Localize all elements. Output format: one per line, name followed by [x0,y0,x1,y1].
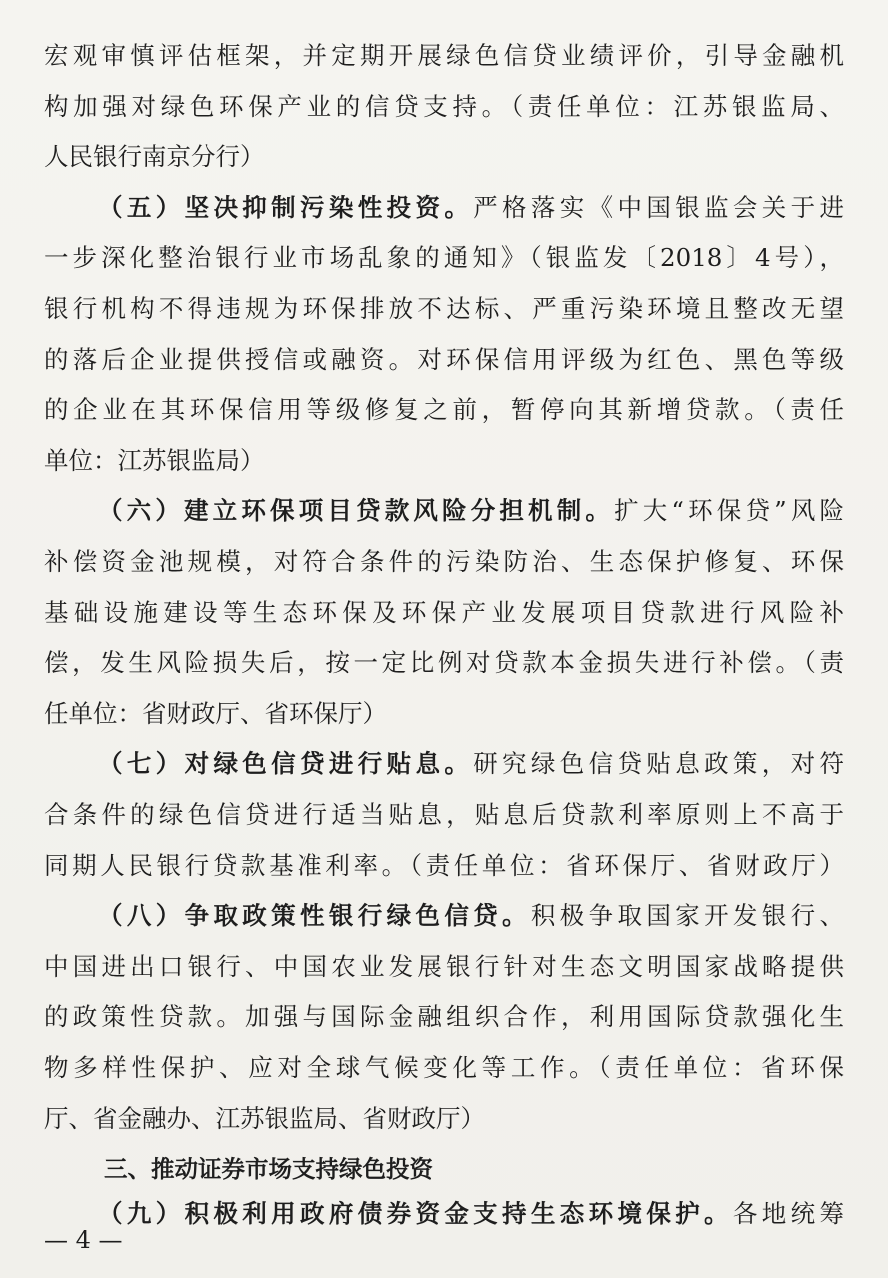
text-line: 宏观审慎评估框架，并定期开展绿色信贷业绩评价，引导金融机 [44,41,844,70]
paragraph-heading: （五）坚决抑制污染性投资。 [98,193,474,222]
text-line: 厅、省金融办、江苏银监局、省财政厅） [44,1104,485,1133]
paragraph-text: 严格落实《中国银监会关于进 [473,193,845,222]
text-line: 同期人民银行贷款基准利率。（责任单位：省环保厅、省财政厅） [44,851,844,880]
paragraph-text: 各地统筹 [732,1199,845,1228]
text-line: 人民银行南京分行） [44,142,265,171]
paragraph-first-line [98,185,844,231]
text-line: 补偿资金池规模，对符合条件的污染防治、生态保护修复、环保 [44,547,844,576]
text-line: 的企业在其环保信用等级修复之前，暂停向其新增贷款。（责任 [44,395,844,424]
paragraph-heading: （七）对绿色信贷进行贴息。 [98,749,474,778]
paragraph-text: 研究绿色信贷贴息政策，对符 [473,749,845,778]
paragraph-first-line [98,893,844,939]
text-line: 中国进出口银行、中国农业发展银行针对生态文明国家战略提供 [44,952,844,981]
text-line: 合条件的绿色信贷进行适当贴息，贴息后贷款利率原则上不高于 [44,800,844,829]
paragraph-heading: （六）建立环保项目贷款风险分担机制。 [98,496,615,525]
text-line: 的政策性贷款。加强与国际金融组织合作，利用国际贷款强化生 [44,1002,844,1031]
paragraph-first-line [98,488,844,534]
paragraph-text: 积极争取国家开发银行、 [530,901,845,930]
text-line: 基础设施建设等生态环保及环保产业发展项目贷款进行风险补 [44,598,844,627]
section-heading: 三、推动证券市场支持绿色投资 [104,1155,433,1183]
text-line: 一步深化整治银行业市场乱象的通知》（银监发〔2018〕4号）， [44,243,844,272]
text-line: 构加强对绿色环保产业的信贷支持。（责任单位：江苏银监局、 [44,92,844,121]
paragraph-heading: （八）争取政策性银行绿色信贷。 [98,901,531,930]
page-number: — 4 — [44,1226,123,1254]
text-line: 任单位：省财政厅、省环保厅） [44,699,387,728]
text-line: 单位：江苏银监局） [44,446,265,475]
text-line: 偿，发生风险损失后，按一定比例对贷款本金损失进行补偿。（责 [44,648,844,677]
paragraph-first-line [98,741,844,787]
paragraph-first-line [98,1197,844,1231]
paragraph-heading: （九）积极利用政府债券资金支持生态环境保护。 [98,1199,733,1228]
text-line: 的落后企业提供授信或融资。对环保信用评级为红色、黑色等级 [44,345,844,374]
text-line: 物多样性保护、应对全球气候变化等工作。（责任单位：省环保 [44,1053,844,1082]
paragraph-text: 扩大“环保贷”风险 [614,496,844,525]
text-line: 银行机构不得违规为环保排放不达标、严重污染环境且整改无望 [44,294,844,323]
